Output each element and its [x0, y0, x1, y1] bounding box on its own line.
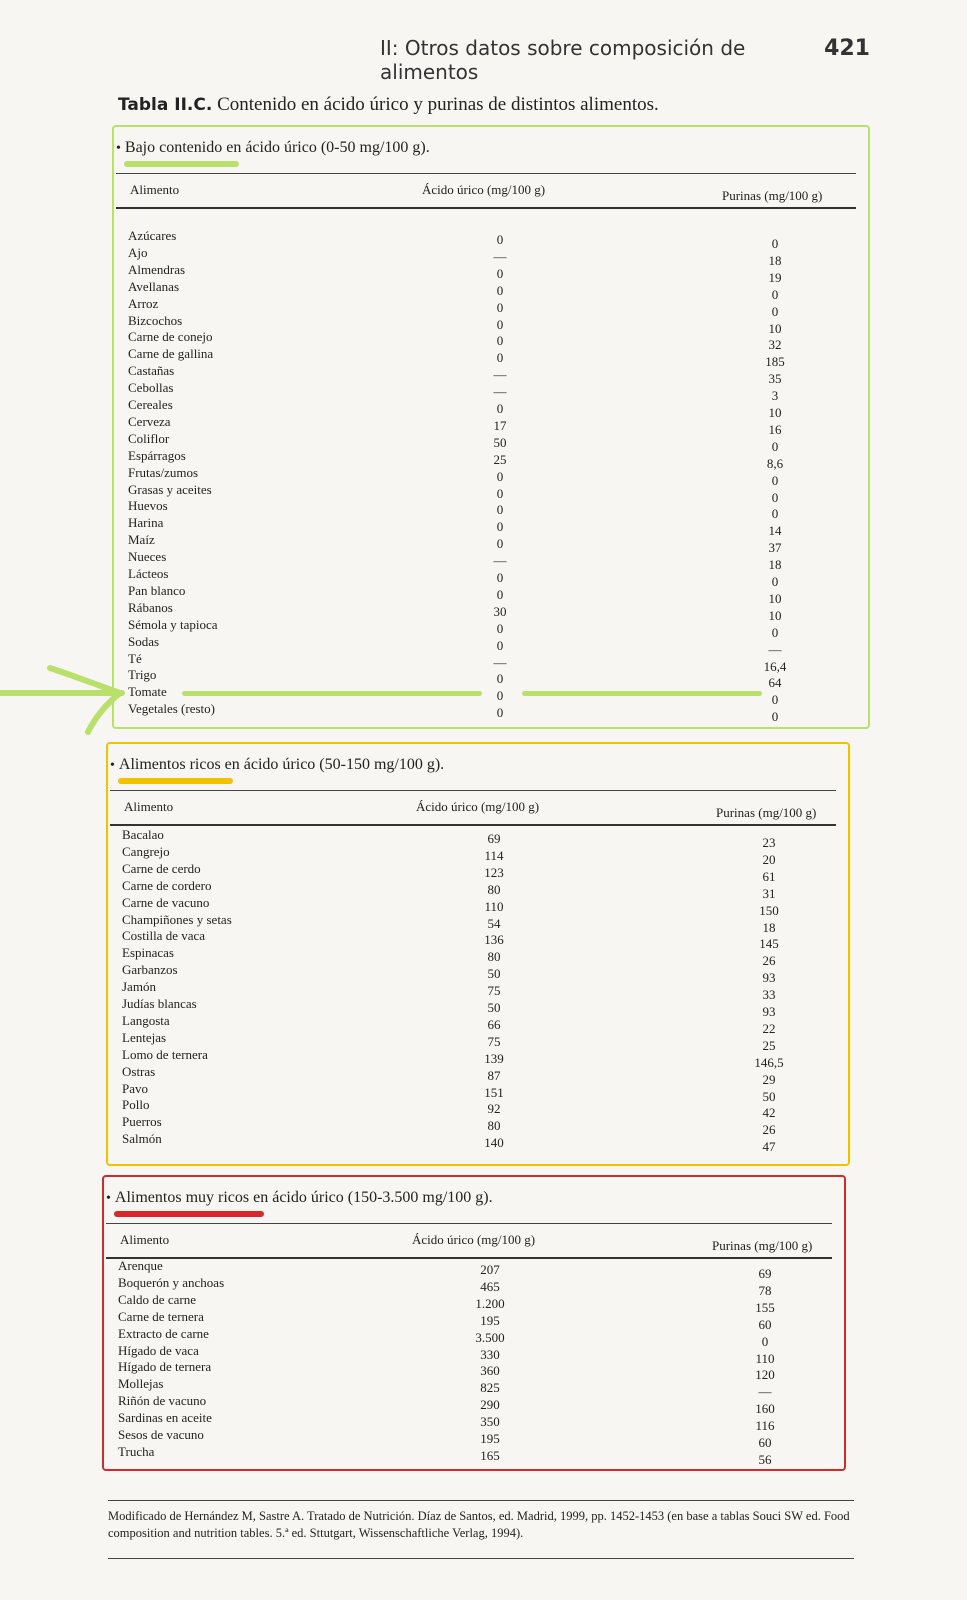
column-header-food: Alimento: [124, 799, 174, 814]
table-row: [0, 599, 967, 623]
purines-value: 31: [762, 885, 776, 901]
table-row: [0, 877, 967, 901]
uric-acid-value: 151: [484, 1084, 504, 1100]
uric-acid-value: 66: [487, 1016, 501, 1032]
food-name: Espinacas: [122, 945, 174, 961]
food-name: Cereales: [128, 397, 173, 412]
food-name: Salmón: [122, 1131, 162, 1147]
table-row: [0, 1376, 967, 1400]
food-name: Judías blancas: [122, 996, 197, 1011]
purines-value: 18: [762, 919, 776, 935]
table-row: [0, 633, 967, 657]
table-row: [0, 363, 967, 387]
column-header-purines: Purinas (mg/100 g): [716, 805, 817, 820]
uric-acid-value: 114: [484, 847, 504, 863]
purines-value: 47: [762, 1139, 776, 1155]
table-row: [0, 1410, 967, 1434]
table-row: [0, 228, 967, 251]
table-row: [0, 1308, 967, 1332]
header-rule: [116, 207, 856, 209]
food-name: Grasas y aceites: [128, 481, 212, 497]
table-title: [118, 94, 659, 116]
section-title: [110, 756, 444, 774]
purines-value: 26: [762, 1122, 776, 1138]
uric-acid-value: 195: [480, 1312, 500, 1328]
section-title-text: Bajo contenido en ácido úrico (0-50 mg/100 g).: [124, 139, 430, 156]
purines-value: 3: [771, 388, 779, 404]
uric-acid-value: 0: [496, 350, 504, 366]
uric-acid-value: —: [493, 248, 507, 264]
purines-value: 50: [762, 1088, 776, 1104]
uric-acid-value: 140: [484, 1135, 504, 1151]
purines-value: 60: [758, 1316, 772, 1332]
purines-value: 8,6: [766, 455, 784, 471]
uric-acid-value: 80: [487, 949, 501, 965]
purines-value: 146,5: [754, 1054, 784, 1070]
purines-value: —: [758, 1384, 772, 1400]
purines-value: 116: [755, 1418, 775, 1434]
purines-value: 18: [768, 252, 782, 268]
food-name: Pollo: [122, 1097, 150, 1113]
uric-acid-value: 136: [484, 932, 504, 948]
uric-acid-value: 17: [493, 417, 507, 433]
food-name: Almendras: [128, 261, 186, 277]
uric-acid-value: 0: [496, 688, 504, 704]
food-name: Hígado de ternera: [118, 1359, 212, 1375]
uric-acid-value: —: [493, 553, 507, 569]
table-label: Tabla II.C.: [118, 95, 213, 115]
table-row: [0, 962, 967, 986]
purines-value: 145: [759, 936, 779, 952]
purines-value: 78: [758, 1282, 772, 1298]
food-name: Vegetales (resto): [128, 701, 215, 717]
food-name: Sardinas en aceite: [118, 1410, 212, 1426]
table-row: [0, 1291, 967, 1315]
food-name: Mollejas: [118, 1376, 164, 1392]
food-name: Trucha: [118, 1443, 155, 1459]
food-name: Coliflor: [128, 430, 170, 446]
purines-value: 19: [768, 269, 782, 285]
table-row: [0, 346, 967, 370]
food-name: Champiñones y setas: [122, 911, 232, 927]
purines-value: 35: [768, 371, 782, 387]
food-name: Harina: [128, 515, 164, 531]
table-row: [0, 397, 967, 420]
food-name: Pan blanco: [128, 582, 186, 598]
uric-acid-value: 0: [496, 637, 504, 653]
uric-acid-value: 0: [496, 502, 504, 518]
uric-acid-value: —: [493, 367, 507, 383]
table-row: [0, 582, 967, 606]
food-name: Lentejas: [122, 1029, 167, 1045]
purines-value: 10: [768, 320, 782, 336]
column-header-food: Alimento: [130, 182, 180, 197]
row-highlight-marker: [522, 691, 762, 696]
purines-value: 0: [771, 472, 779, 488]
purines-value: 160: [755, 1401, 775, 1417]
table-row: [0, 481, 967, 505]
uric-acid-value: 465: [480, 1278, 500, 1294]
purines-value: 61: [762, 868, 776, 884]
table-row: [0, 701, 967, 725]
uric-acid-value: 25: [493, 451, 507, 467]
food-name: Caldo de carne: [118, 1291, 196, 1307]
uric-acid-value: 30: [493, 603, 507, 619]
table-row: [0, 979, 967, 1003]
table-caption: Contenido en ácido úrico y purinas de distintos alimentos.: [217, 94, 659, 115]
purines-value: 0: [771, 438, 779, 454]
food-name: Carne de gallina: [128, 346, 214, 362]
table-row: [0, 278, 967, 302]
section-rule: [110, 790, 836, 791]
table-row: [0, 566, 967, 589]
section-title: [106, 1189, 493, 1207]
purines-value: 33: [762, 987, 776, 1003]
footnote: Modificado de Hernández M, Sastre A. Tratado de Nutrición. Díaz de Santos, ed. Madrid, 1999, pp. 1452-1453 (en base a tablas Souci SW ed. Food composition and nutrition tables. 5.ª ed. Sttutgart, Wissenschaftliche Verlag, 1994).: [108, 1509, 850, 1540]
uric-acid-value: 80: [487, 1118, 501, 1134]
purines-value: 16: [768, 421, 782, 437]
food-name: Huevos: [128, 498, 168, 514]
uric-acid-value: 0: [496, 401, 504, 416]
food-name: Boquerón y anchoas: [118, 1274, 225, 1290]
running-header: [380, 36, 870, 84]
column-header-uric: Ácido úrico (mg/100 g): [412, 1232, 536, 1247]
food-name: Ajo: [128, 244, 148, 260]
uric-acid-value: 0: [496, 316, 504, 332]
uric-acid-value: 50: [487, 966, 501, 982]
uric-acid-value: 290: [480, 1397, 500, 1413]
running-title: II: Otros datos sobre composición de alimentos: [380, 36, 746, 84]
uric-acid-value: 330: [480, 1346, 500, 1362]
table-row: [0, 515, 967, 539]
food-name: Castañas: [128, 363, 175, 379]
table-row: [0, 1359, 967, 1383]
purines-value: 93: [762, 1004, 776, 1019]
column-header-uric: Ácido úrico (mg/100 g): [422, 182, 546, 197]
food-name: Puerros: [122, 1114, 162, 1130]
uric-acid-value: 1.200: [475, 1295, 505, 1311]
food-name: Cerveza: [128, 413, 171, 429]
table-row: [0, 843, 967, 867]
food-name: Frutas/zumos: [128, 464, 199, 480]
food-name: Riñón de vacuno: [118, 1393, 207, 1409]
purines-value: 29: [762, 1071, 776, 1087]
table-row: [0, 1274, 967, 1298]
table-row: [0, 549, 967, 573]
purines-value: 56: [758, 1451, 772, 1467]
uric-acid-value: —: [493, 654, 507, 670]
purines-value: 64: [768, 675, 782, 691]
food-name: Bizcochos: [128, 312, 183, 328]
table-row: [0, 1029, 967, 1053]
food-name: Costilla de vaca: [122, 928, 206, 944]
purines-value: 155: [755, 1299, 775, 1315]
uric-acid-value: 87: [487, 1067, 501, 1083]
purines-value: 120: [755, 1367, 775, 1383]
footnote-rule: [108, 1500, 854, 1501]
food-name: Sesos de vacuno: [118, 1427, 204, 1442]
food-name: Hígado de vaca: [118, 1342, 199, 1358]
purines-value: 32: [768, 337, 782, 353]
food-name: Extracto de carne: [118, 1325, 209, 1341]
table-row: [0, 413, 967, 437]
table-row: [0, 945, 967, 969]
arrow-icon: [0, 660, 130, 740]
uric-acid-value: 207: [480, 1262, 500, 1277]
bullet-icon: •: [116, 141, 121, 156]
food-name: Carne de cerdo: [122, 860, 201, 876]
purines-value: 23: [762, 835, 776, 850]
highlight-marker: [124, 161, 239, 167]
purines-value: 0: [771, 506, 779, 522]
food-name: Sodas: [128, 633, 160, 649]
table-row: [0, 667, 967, 691]
table-row: [0, 1427, 967, 1450]
uric-acid-value: 50: [487, 1000, 501, 1015]
food-name: Azúcares: [128, 228, 177, 243]
purines-value: 25: [762, 1037, 776, 1053]
food-name: Lácteos: [128, 566, 169, 581]
purines-value: 10: [768, 590, 782, 606]
food-name: Carne de cordero: [122, 877, 212, 893]
uric-acid-value: 0: [496, 333, 504, 349]
column-header-uric: Ácido úrico (mg/100 g): [416, 799, 540, 814]
food-name: Rábanos: [128, 599, 173, 615]
food-name: Trigo: [128, 667, 157, 683]
table-row: [0, 1046, 967, 1070]
purines-value: 0: [771, 709, 779, 725]
purines-value: 10: [768, 607, 782, 623]
purines-value: 22: [762, 1020, 776, 1036]
purines-value: 0: [771, 624, 779, 640]
uric-acid-value: 0: [496, 705, 504, 721]
uric-acid-value: 123: [484, 864, 504, 880]
purines-value: 93: [762, 970, 776, 986]
purines-value: 0: [771, 303, 779, 319]
food-name: Carne de conejo: [128, 329, 213, 345]
table-row: [0, 827, 967, 850]
uric-acid-value: 0: [496, 282, 504, 298]
column-header-food: Alimento: [120, 1232, 170, 1247]
table-row: [0, 329, 967, 353]
row-highlight-marker: [182, 691, 482, 696]
highlight-marker: [114, 1211, 264, 1217]
purines-value: 110: [755, 1350, 775, 1366]
uric-acid-value: 0: [496, 620, 504, 636]
purines-value: 185: [765, 354, 785, 370]
food-name: Ostras: [122, 1063, 156, 1079]
uric-acid-value: 360: [480, 1363, 500, 1379]
uric-acid-value: 0: [496, 671, 504, 687]
uric-acid-value: 3.500: [475, 1329, 505, 1345]
food-name: Garbanzos: [122, 962, 178, 978]
table-row: [0, 1325, 967, 1349]
bullet-icon: •: [106, 1191, 111, 1206]
food-name: Pavo: [122, 1080, 148, 1096]
table-row: [0, 1063, 967, 1087]
uric-acid-value: 0: [496, 570, 504, 585]
purines-value: 10: [768, 405, 782, 420]
uric-acid-value: 54: [487, 915, 501, 931]
food-name: Lomo de ternera: [122, 1046, 208, 1062]
food-name: Bacalao: [122, 827, 164, 842]
section-title-text: Alimentos muy ricos en ácido úrico (150-3.500 mg/100 g).: [114, 1189, 493, 1206]
purines-value: 0: [771, 286, 779, 302]
table-row: [0, 261, 967, 285]
purines-value: 150: [759, 902, 779, 918]
table-row: [0, 616, 967, 640]
bottom-rule: [108, 1558, 854, 1559]
uric-acid-value: 825: [480, 1380, 500, 1396]
page-number: 421: [824, 36, 870, 61]
purines-value: 20: [762, 851, 776, 867]
table-row: [0, 894, 967, 918]
table-row: [0, 911, 967, 935]
uric-acid-value: 0: [496, 468, 504, 484]
purines-value: 18: [768, 557, 782, 573]
purines-value: 69: [758, 1266, 772, 1281]
uric-acid-value: 0: [496, 485, 504, 501]
table-row: [0, 532, 967, 556]
food-name: Arroz: [128, 295, 159, 311]
food-name: Carne de ternera: [118, 1308, 204, 1324]
table-row: [0, 1012, 967, 1036]
purines-value: 0: [771, 574, 779, 589]
uric-acid-value: 139: [484, 1050, 504, 1066]
table-row: [0, 928, 967, 952]
uric-acid-value: 92: [487, 1101, 501, 1117]
food-name: Cebollas: [128, 380, 174, 396]
uric-acid-value: 75: [487, 1033, 501, 1049]
uric-acid-value: 0: [496, 299, 504, 315]
food-name: Maíz: [128, 532, 155, 548]
purines-value: 42: [762, 1105, 776, 1121]
table-row: [0, 1097, 967, 1121]
table-row: [0, 1342, 967, 1366]
table-row: [0, 312, 967, 336]
table-row: [0, 1443, 967, 1467]
purines-value: 60: [758, 1435, 772, 1450]
purines-value: 37: [768, 540, 782, 556]
table-row: [0, 447, 967, 471]
table-row: [0, 860, 967, 884]
purines-value: 0: [771, 489, 779, 505]
table-row: [0, 1114, 967, 1138]
uric-acid-value: 75: [487, 983, 501, 999]
section-title-text: Alimentos ricos en ácido úrico (50-150 mg/100 g).: [118, 756, 445, 773]
uric-acid-value: 350: [480, 1414, 500, 1430]
uric-acid-value: 69: [487, 831, 501, 846]
section-rule: [116, 173, 856, 174]
food-name: Cangrejo: [122, 843, 170, 859]
uric-acid-value: —: [493, 384, 507, 400]
table-row: [0, 1258, 967, 1281]
purines-value: 26: [762, 953, 776, 969]
table-row: [0, 498, 967, 522]
food-name: Tomate: [128, 684, 167, 700]
header-rule: [110, 824, 836, 826]
food-name: Carne de vacuno: [122, 894, 210, 910]
food-name: Té: [128, 650, 142, 666]
section-title: [116, 139, 430, 157]
purines-value: —: [768, 641, 782, 657]
uric-acid-value: 0: [496, 586, 504, 602]
uric-acid-value: 0: [496, 536, 504, 552]
food-name: Nueces: [128, 549, 167, 565]
table-row: [0, 295, 967, 319]
table-row: [0, 1131, 967, 1155]
table-row: [0, 464, 967, 488]
table-row: [0, 650, 967, 674]
purines-value: 0: [771, 692, 779, 708]
uric-acid-value: 0: [496, 519, 504, 535]
uric-acid-value: 0: [496, 232, 504, 247]
purines-value: 14: [768, 523, 782, 539]
table-row: [0, 1080, 967, 1104]
uric-acid-value: 0: [496, 265, 504, 281]
table-row: [0, 996, 967, 1019]
food-name: Sémola y tapioca: [128, 616, 218, 632]
purines-value: 0: [771, 236, 779, 251]
food-name: Jamón: [122, 979, 156, 995]
food-name: Langosta: [122, 1012, 170, 1028]
purines-value: 0: [761, 1333, 769, 1349]
food-name: Arenque: [118, 1258, 163, 1273]
column-header-purines: Purinas (mg/100 g): [712, 1238, 813, 1253]
purines-value: 16,4: [763, 658, 787, 674]
table-row: [0, 684, 967, 708]
section-rule: [106, 1223, 832, 1224]
highlight-marker: [118, 778, 233, 784]
food-name: Avellanas: [128, 278, 180, 294]
uric-acid-value: 195: [480, 1431, 500, 1446]
column-header-purines: Purinas (mg/100 g): [722, 188, 823, 203]
uric-acid-value: 50: [493, 434, 507, 450]
bullet-icon: •: [110, 758, 115, 773]
uric-acid-value: 80: [487, 881, 501, 897]
uric-acid-value: 165: [480, 1447, 500, 1463]
table-row: [0, 1393, 967, 1417]
table-row: [0, 380, 967, 404]
uric-acid-value: 110: [484, 898, 504, 914]
food-name: Espárragos: [128, 447, 186, 463]
table-row: [0, 430, 967, 454]
table-row: [0, 244, 967, 268]
